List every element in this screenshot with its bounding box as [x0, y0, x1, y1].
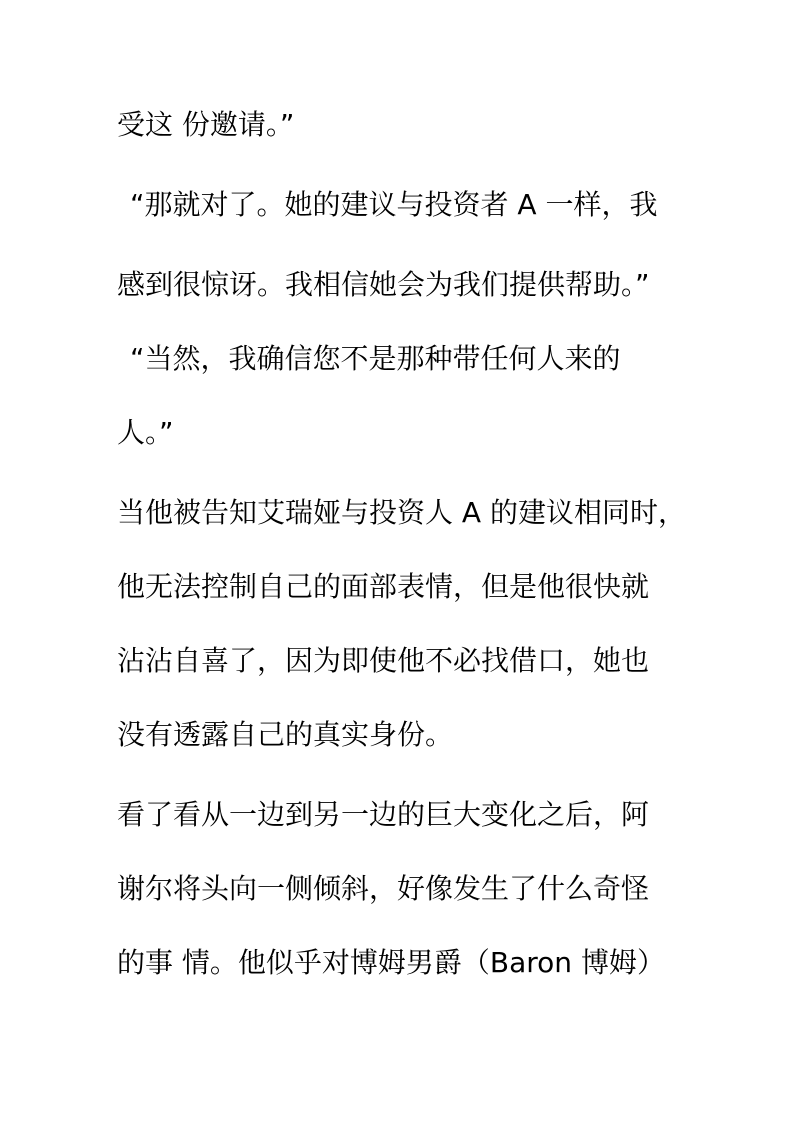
text-line-4: “当然，我确信您不是那种带任何人来的: [130, 342, 621, 375]
text-line-6: 当他被告知艾瑞娅与投资人 A 的建议相同时，: [117, 496, 686, 529]
document-body: [117, 98, 717, 990]
text-line-2: “那就对了。她的建议与投资者 A 一样，我: [130, 188, 658, 221]
text-line-12: 的事 情。他似乎对博姆男爵（Baron 博姆）: [117, 946, 665, 979]
text-line-8: 沾沾自喜了，因为即使他不必找借口，她也: [117, 644, 650, 677]
text-line-9: 没有透露自己的真实身份。: [117, 718, 454, 751]
text-line-10: 看了看从一边到另一边的巨大变化之后，阿: [117, 798, 650, 831]
text-line-1: 受这 份邀请。”: [117, 108, 295, 141]
text-line-5: 人。”: [117, 416, 174, 449]
text-line-11: 谢尔将头向一侧倾斜，好像发生了什么奇怪: [117, 872, 650, 905]
text-line-3: 感到很惊讶。我相信她会为我们提供帮助。”: [117, 268, 650, 301]
text-line-7: 他无法控制自己的面部表情，但是他很快就: [117, 570, 650, 603]
